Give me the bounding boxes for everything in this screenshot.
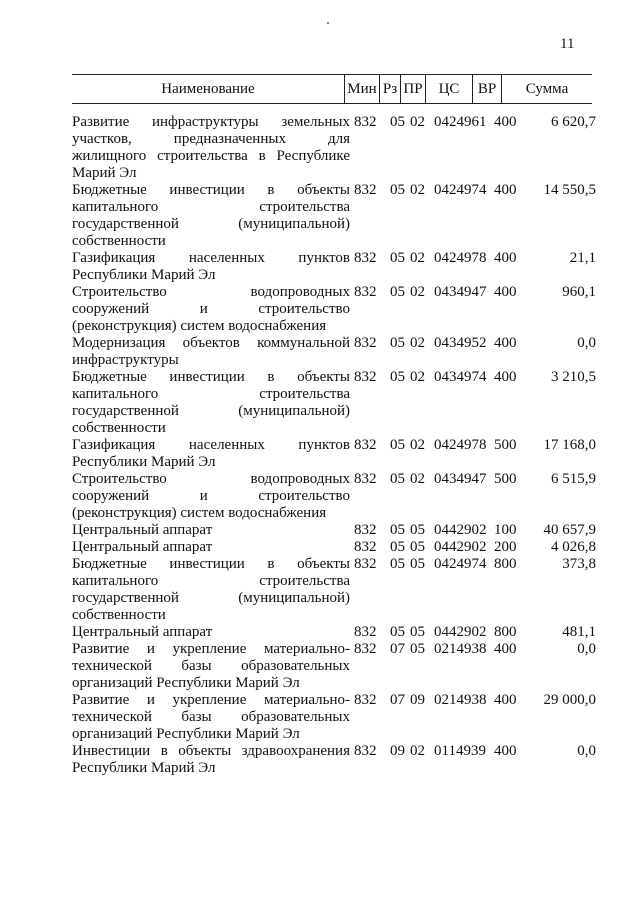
row-cs: 0424974 bbox=[434, 556, 487, 572]
row-name-text: Развитие и укрепление материально-технической базы образовательных организаций Республики Марий Эл bbox=[72, 641, 350, 691]
table-row bbox=[72, 624, 596, 641]
table-header bbox=[72, 74, 592, 104]
row-min: 832 bbox=[354, 539, 377, 555]
table-row bbox=[72, 641, 596, 692]
row-name-text: Центральный аппарат bbox=[72, 522, 213, 538]
row-cs: 0424961 bbox=[434, 114, 487, 130]
row-sum: 0,0 bbox=[577, 641, 596, 657]
table-row bbox=[72, 284, 596, 335]
row-name-text: Центральный аппарат bbox=[72, 624, 213, 640]
row-rz: 05 bbox=[390, 114, 405, 130]
row-name bbox=[72, 692, 350, 743]
row-pr: 02 bbox=[410, 743, 425, 759]
header-cs: ЦС bbox=[438, 81, 460, 97]
row-sum: 373,8 bbox=[562, 556, 596, 572]
row-pr: 05 bbox=[410, 522, 425, 538]
row-name bbox=[72, 335, 350, 369]
row-sum: 40 657,9 bbox=[543, 522, 596, 538]
row-min: 832 bbox=[354, 556, 377, 572]
row-min: 832 bbox=[354, 743, 377, 759]
row-pr: 09 bbox=[410, 692, 425, 708]
row-pr: 05 bbox=[410, 556, 425, 572]
row-sum: 960,1 bbox=[562, 284, 596, 300]
row-pr: 05 bbox=[410, 624, 425, 640]
row-rz: 05 bbox=[390, 250, 405, 266]
row-rz: 07 bbox=[390, 641, 405, 657]
row-min: 832 bbox=[354, 692, 377, 708]
row-min: 832 bbox=[354, 182, 377, 198]
row-cs: 0442902 bbox=[434, 539, 487, 555]
row-rz: 05 bbox=[390, 182, 405, 198]
row-min: 832 bbox=[354, 624, 377, 640]
row-sum: 4 026,8 bbox=[551, 539, 596, 555]
table-row bbox=[72, 471, 596, 522]
row-sum: 17 168,0 bbox=[543, 437, 596, 453]
row-pr: 02 bbox=[410, 182, 425, 198]
row-rz: 05 bbox=[390, 539, 405, 555]
row-cs: 0424974 bbox=[434, 182, 487, 198]
row-rz: 05 bbox=[390, 471, 405, 487]
table-row bbox=[72, 182, 596, 250]
row-vr: 500 bbox=[494, 471, 517, 487]
table-row bbox=[72, 539, 596, 556]
row-rz: 05 bbox=[390, 369, 405, 385]
row-name bbox=[72, 522, 350, 539]
row-name-text: Строительство водопроводных сооружений и строительство (реконструкция) систем водоснабжения bbox=[72, 471, 350, 521]
row-vr: 800 bbox=[494, 556, 517, 572]
row-name-text: Центральный аппарат bbox=[72, 539, 213, 555]
row-min: 832 bbox=[354, 522, 377, 538]
row-name-text: Бюджетные инвестиции в объекты капитального строительства государственной (муниципальной) собственности bbox=[72, 182, 350, 249]
row-cs: 0434947 bbox=[434, 284, 487, 300]
row-cs: 0434974 bbox=[434, 369, 487, 385]
row-sum: 21,1 bbox=[569, 250, 596, 266]
row-name-text: Газификация населенных пунктов Республики Марий Эл bbox=[72, 250, 350, 283]
row-pr: 02 bbox=[410, 250, 425, 266]
row-pr: 05 bbox=[410, 641, 425, 657]
row-rz: 05 bbox=[390, 437, 405, 453]
row-name bbox=[72, 182, 350, 250]
row-rz: 05 bbox=[390, 624, 405, 640]
row-vr: 400 bbox=[494, 114, 517, 130]
row-rz: 05 bbox=[390, 284, 405, 300]
row-name bbox=[72, 471, 350, 522]
row-cs: 0442902 bbox=[434, 522, 487, 538]
row-vr: 400 bbox=[494, 284, 517, 300]
row-cs: 0434947 bbox=[434, 471, 487, 487]
row-name bbox=[72, 114, 350, 182]
table-row bbox=[72, 114, 596, 182]
row-name bbox=[72, 250, 350, 284]
row-name-text: Бюджетные инвестиции в объекты капитального строительства государственной (муниципальной) собственности bbox=[72, 369, 350, 436]
row-min: 832 bbox=[354, 471, 377, 487]
table-row bbox=[72, 522, 596, 539]
row-name bbox=[72, 539, 350, 556]
row-vr: 800 bbox=[494, 624, 517, 640]
row-vr: 200 bbox=[494, 539, 517, 555]
row-pr: 02 bbox=[410, 369, 425, 385]
row-name-text: Модернизация объектов коммунальной инфраструктуры bbox=[72, 335, 350, 368]
row-sum: 0,0 bbox=[577, 743, 596, 759]
row-cs: 0424978 bbox=[434, 437, 487, 453]
row-min: 832 bbox=[354, 284, 377, 300]
row-rz: 07 bbox=[390, 692, 405, 708]
table-body bbox=[72, 114, 596, 777]
table-row bbox=[72, 369, 596, 437]
row-sum: 481,1 bbox=[562, 624, 596, 640]
row-min: 832 bbox=[354, 335, 377, 351]
table-row bbox=[72, 335, 596, 369]
row-cs: 0114939 bbox=[434, 743, 486, 759]
table-row bbox=[72, 250, 596, 284]
row-vr: 400 bbox=[494, 250, 517, 266]
row-cs: 0424978 bbox=[434, 250, 487, 266]
row-vr: 400 bbox=[494, 692, 517, 708]
row-min: 832 bbox=[354, 437, 377, 453]
header-pr: ПР bbox=[403, 81, 423, 97]
row-vr: 400 bbox=[494, 743, 517, 759]
table-row bbox=[72, 556, 596, 624]
header-name: Наименование bbox=[161, 81, 255, 97]
row-pr: 02 bbox=[410, 437, 425, 453]
row-pr: 02 bbox=[410, 335, 425, 351]
row-min: 832 bbox=[354, 114, 377, 130]
row-name-text: Газификация населенных пунктов Республики Марий Эл bbox=[72, 437, 350, 470]
row-pr: 02 bbox=[410, 114, 425, 130]
budget-table bbox=[72, 114, 596, 777]
table-row bbox=[72, 743, 596, 777]
row-min: 832 bbox=[354, 250, 377, 266]
row-cs: 0214938 bbox=[434, 692, 487, 708]
row-name bbox=[72, 284, 350, 335]
row-cs: 0214938 bbox=[434, 641, 487, 657]
table-row bbox=[72, 692, 596, 743]
page-number: 11 bbox=[560, 36, 575, 52]
row-vr: 400 bbox=[494, 182, 517, 198]
row-rz: 05 bbox=[390, 335, 405, 351]
header-sum: Сумма bbox=[525, 81, 569, 97]
row-sum: 0,0 bbox=[577, 335, 596, 351]
row-sum: 6 515,9 bbox=[551, 471, 596, 487]
row-name-text: Развитие инфраструктуры земельных участков, предназначенных для жилищного строительства в Республике Марий Эл bbox=[72, 114, 350, 181]
row-vr: 400 bbox=[494, 641, 517, 657]
row-rz: 09 bbox=[390, 743, 405, 759]
header-rz: Рз bbox=[382, 81, 398, 97]
row-sum: 14 550,5 bbox=[543, 182, 596, 198]
table-row bbox=[72, 437, 596, 471]
row-pr: 05 bbox=[410, 539, 425, 555]
row-name-text: Строительство водопроводных сооружений и строительство (реконструкция) систем водоснабжения bbox=[72, 284, 350, 334]
row-pr: 02 bbox=[410, 471, 425, 487]
row-vr: 400 bbox=[494, 369, 517, 385]
row-min: 832 bbox=[354, 641, 377, 657]
row-min: 832 bbox=[354, 369, 377, 385]
row-cs: 0442902 bbox=[434, 624, 487, 640]
row-vr: 400 bbox=[494, 335, 517, 351]
header-vr: ВР bbox=[477, 81, 497, 97]
header-min: Мин bbox=[347, 81, 377, 97]
row-rz: 05 bbox=[390, 556, 405, 572]
row-name bbox=[72, 743, 350, 777]
scan-speck bbox=[327, 22, 329, 24]
row-name-text: Бюджетные инвестиции в объекты капитального строительства государственной (муниципальной) собственности bbox=[72, 556, 350, 623]
row-vr: 500 bbox=[494, 437, 517, 453]
row-name bbox=[72, 437, 350, 471]
row-name-text: Развитие и укрепление материально-технической базы образовательных организаций Республики Марий Эл bbox=[72, 692, 350, 742]
row-sum: 3 210,5 bbox=[551, 369, 596, 385]
row-name bbox=[72, 369, 350, 437]
row-sum: 6 620,7 bbox=[551, 114, 596, 130]
row-name bbox=[72, 624, 350, 641]
row-sum: 29 000,0 bbox=[543, 692, 596, 708]
row-pr: 02 bbox=[410, 284, 425, 300]
row-name-text: Инвестиции в объекты здравоохранения Республики Марий Эл bbox=[72, 743, 350, 776]
row-name bbox=[72, 556, 350, 624]
row-vr: 100 bbox=[494, 522, 517, 538]
row-cs: 0434952 bbox=[434, 335, 487, 351]
row-name bbox=[72, 641, 350, 692]
row-rz: 05 bbox=[390, 522, 405, 538]
